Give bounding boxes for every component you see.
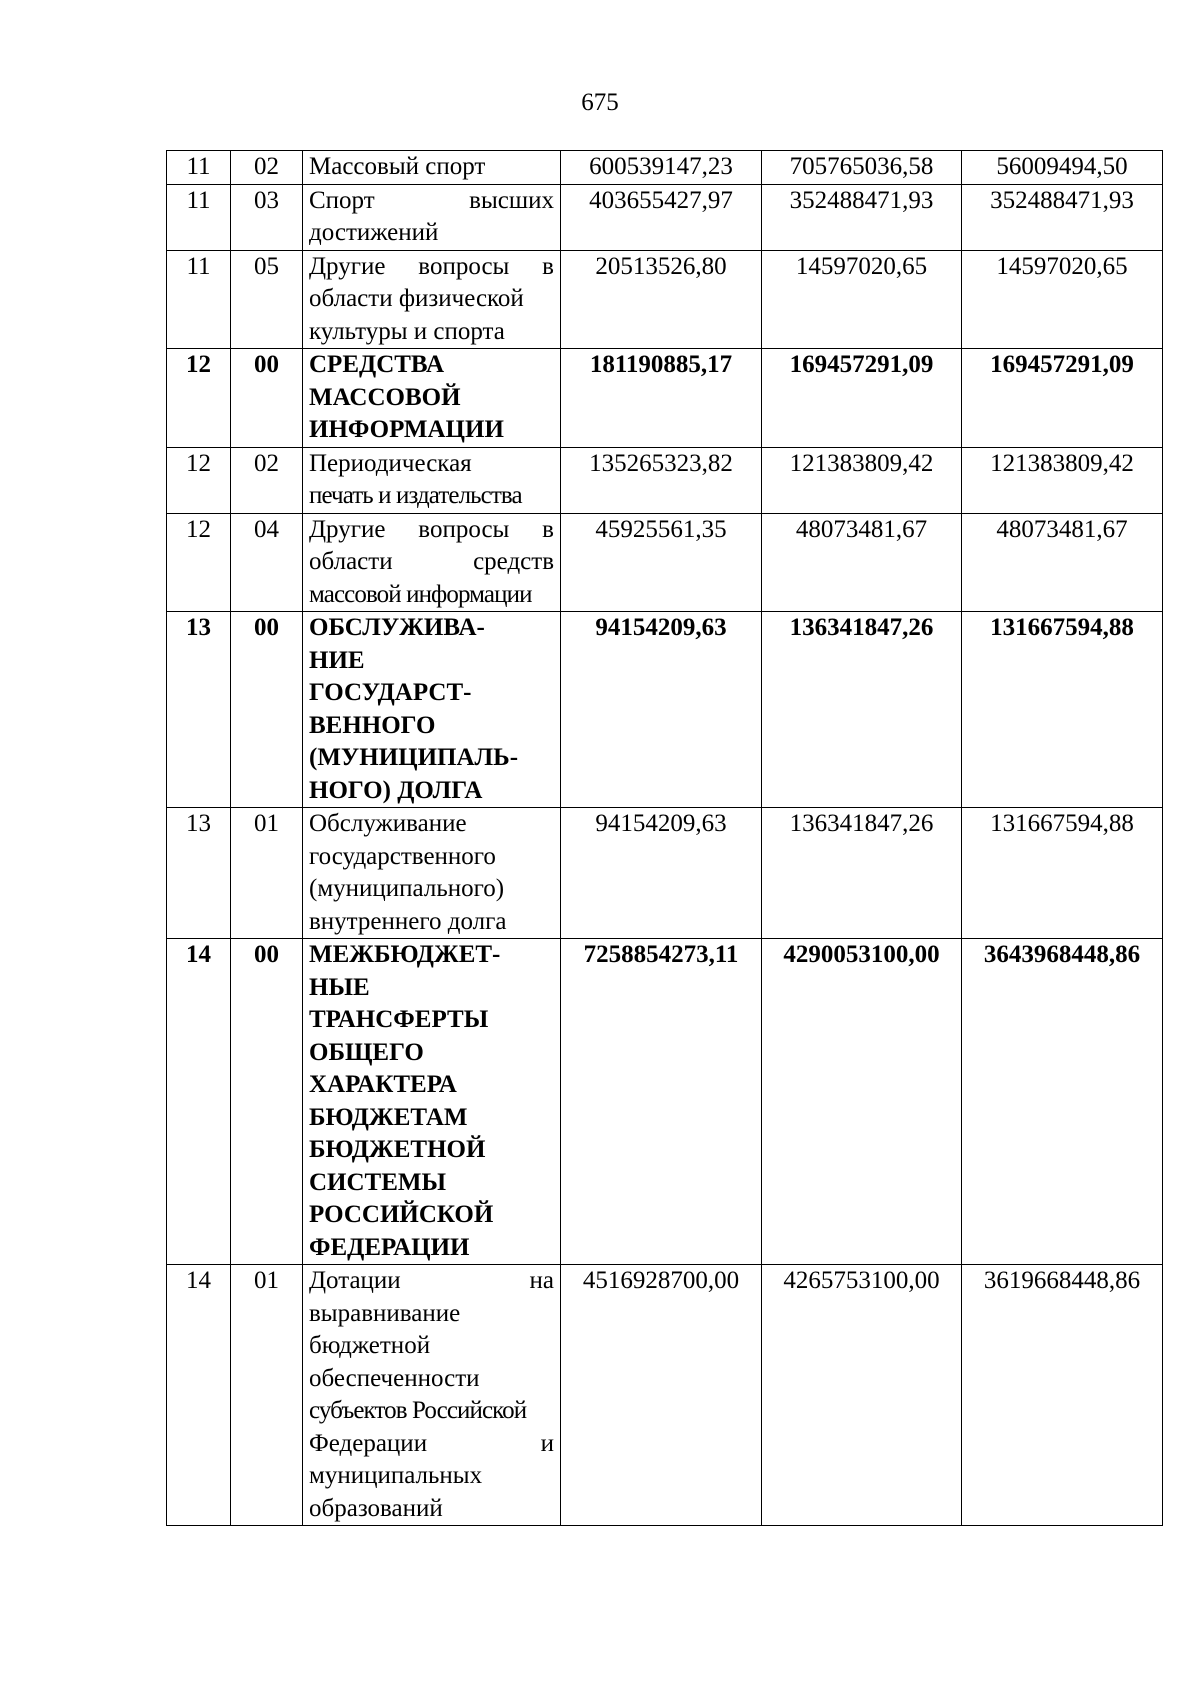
expense-name-line: муниципальных: [309, 1462, 483, 1489]
expense-name-line: области физической: [309, 285, 524, 312]
expense-name-line: печать и издательства: [309, 482, 522, 509]
expense-name: [303, 939, 561, 1265]
amount-year-2: 4265753100,00: [762, 1265, 962, 1526]
expense-name: [303, 447, 561, 513]
amount-year-1: 45925561,35: [561, 513, 762, 612]
amount-year-1: 403655427,97: [561, 184, 762, 250]
amount-year-3: 131667594,88: [962, 808, 1163, 939]
expense-name-line: БЮДЖЕТАМ: [309, 1103, 468, 1131]
amount-year-1: 20513526,80: [561, 250, 762, 349]
amount-year-3: 48073481,67: [962, 513, 1163, 612]
table-row: [167, 250, 1163, 349]
expense-name-line: ИНФОРМАЦИИ: [309, 416, 504, 443]
expense-name-line: внутреннего долга: [309, 907, 507, 935]
expense-name-line: СРЕДСТВА: [309, 351, 445, 378]
section-code: 14: [167, 939, 231, 1265]
expense-name-line: культуры и спорта: [309, 317, 505, 345]
section-code: 11: [167, 250, 231, 349]
section-code: 13: [167, 612, 231, 808]
expense-name-line: массовой информации: [309, 580, 532, 608]
amount-year-1: 94154209,63: [561, 612, 762, 808]
expense-name: [303, 513, 561, 612]
amount-year-1: 94154209,63: [561, 808, 762, 939]
expense-name-line: достижений: [309, 219, 439, 246]
expense-name: [303, 349, 561, 448]
page-number: 675: [581, 89, 619, 116]
expense-name: [303, 250, 561, 349]
expense-name-line: (МУНИЦИПАЛЬ-: [309, 744, 519, 771]
table-row: [167, 447, 1163, 513]
expense-name-line: субъектов Российской: [309, 1397, 527, 1424]
section-code: 14: [167, 1265, 231, 1526]
expense-name-line: бюджетной: [309, 1332, 431, 1359]
amount-year-2: 4290053100,00: [762, 939, 962, 1265]
subsection-code: 00: [231, 939, 303, 1265]
section-code: 12: [167, 349, 231, 448]
expense-name-line: (муниципального): [309, 875, 505, 902]
section-code: 12: [167, 447, 231, 513]
amount-year-3: 3643968448,86: [962, 939, 1163, 1265]
expense-name-line: РОССИЙСКОЙ: [309, 1201, 494, 1228]
table-row: [167, 612, 1163, 808]
expense-name-line: обеспеченности: [309, 1364, 480, 1392]
expense-name-line: МЕЖБЮДЖЕТ-: [309, 941, 501, 968]
table-row: [167, 513, 1163, 612]
expense-name-line: ОБСЛУЖИВА-: [309, 614, 485, 641]
subsection-code: 02: [231, 447, 303, 513]
amount-year-1: 7258854273,11: [561, 939, 762, 1265]
expense-name-line: ХАРАКТЕРА: [309, 1071, 457, 1098]
expense-name-line: ТРАНСФЕРТЫ: [309, 1006, 489, 1033]
subsection-code: 04: [231, 513, 303, 612]
expense-name-line: Федерации и: [309, 1429, 554, 1457]
expense-name-line: Обслуживание: [309, 810, 467, 837]
table-row: [167, 808, 1163, 939]
amount-year-1: 600539147,23: [561, 151, 762, 185]
budget-table: [166, 150, 1163, 1526]
expense-name-line: Массовый спорт: [309, 153, 486, 180]
expense-name-line: ФЕДЕРАЦИИ: [309, 1233, 470, 1261]
expense-name-line: НИЕ: [309, 646, 365, 674]
amount-year-3: 3619668448,86: [962, 1265, 1163, 1526]
amount-year-3: 14597020,65: [962, 250, 1163, 349]
expense-name-line: Спорт высших: [309, 186, 554, 214]
amount-year-2: 136341847,26: [762, 808, 962, 939]
expense-name: [303, 151, 561, 185]
section-code: 12: [167, 513, 231, 612]
expense-name: [303, 808, 561, 939]
expense-name-line: ОБЩЕГО: [309, 1038, 424, 1066]
expense-name-line: НЫЕ: [309, 973, 370, 1001]
expense-name-line: СИСТЕМЫ: [309, 1168, 447, 1196]
table-row: [167, 1265, 1163, 1526]
expense-name-line: образований: [309, 1494, 443, 1522]
amount-year-1: 135265323,82: [561, 447, 762, 513]
table-row: [167, 151, 1163, 185]
amount-year-2: 352488471,93: [762, 184, 962, 250]
section-code: 11: [167, 184, 231, 250]
expense-name-line: ВЕННОГО: [309, 711, 436, 739]
expense-name-line: Периодическая: [309, 449, 472, 477]
amount-year-3: 169457291,09: [962, 349, 1163, 448]
expense-name: [303, 1265, 561, 1526]
table-row: [167, 939, 1163, 1265]
amount-year-2: 136341847,26: [762, 612, 962, 808]
section-code: 13: [167, 808, 231, 939]
expense-name-line: государственного: [309, 842, 496, 870]
expense-name-line: БЮДЖЕТНОЙ: [309, 1136, 486, 1163]
expense-name-line: Дотации на: [309, 1267, 554, 1294]
subsection-code: 00: [231, 349, 303, 448]
subsection-code: 05: [231, 250, 303, 349]
expense-name-line: выравнивание: [309, 1299, 461, 1327]
amount-year-2: 121383809,42: [762, 447, 962, 513]
amount-year-3: 56009494,50: [962, 151, 1163, 185]
expense-name: [303, 184, 561, 250]
amount-year-2: 14597020,65: [762, 250, 962, 349]
section-code: 11: [167, 151, 231, 185]
table-row: [167, 184, 1163, 250]
amount-year-1: 181190885,17: [561, 349, 762, 448]
table-row: [167, 349, 1163, 448]
subsection-code: 01: [231, 1265, 303, 1526]
amount-year-2: 705765036,58: [762, 151, 962, 185]
amount-year-3: 121383809,42: [962, 447, 1163, 513]
expense-name-line: Другие вопросы в: [309, 515, 554, 543]
amount-year-3: 352488471,93: [962, 184, 1163, 250]
expense-name-line: НОГО) ДОЛГА: [309, 776, 483, 804]
subsection-code: 01: [231, 808, 303, 939]
amount-year-2: 169457291,09: [762, 349, 962, 448]
amount-year-1: 4516928700,00: [561, 1265, 762, 1526]
expense-name-line: области средств: [309, 548, 554, 575]
expense-name-line: ГОСУДАРСТ-: [309, 679, 472, 706]
subsection-code: 03: [231, 184, 303, 250]
amount-year-2: 48073481,67: [762, 513, 962, 612]
subsection-code: 00: [231, 612, 303, 808]
expense-name-line: Другие вопросы в: [309, 252, 554, 280]
subsection-code: 02: [231, 151, 303, 185]
amount-year-3: 131667594,88: [962, 612, 1163, 808]
expense-name: [303, 612, 561, 808]
expense-name-line: МАССОВОЙ: [309, 383, 461, 411]
